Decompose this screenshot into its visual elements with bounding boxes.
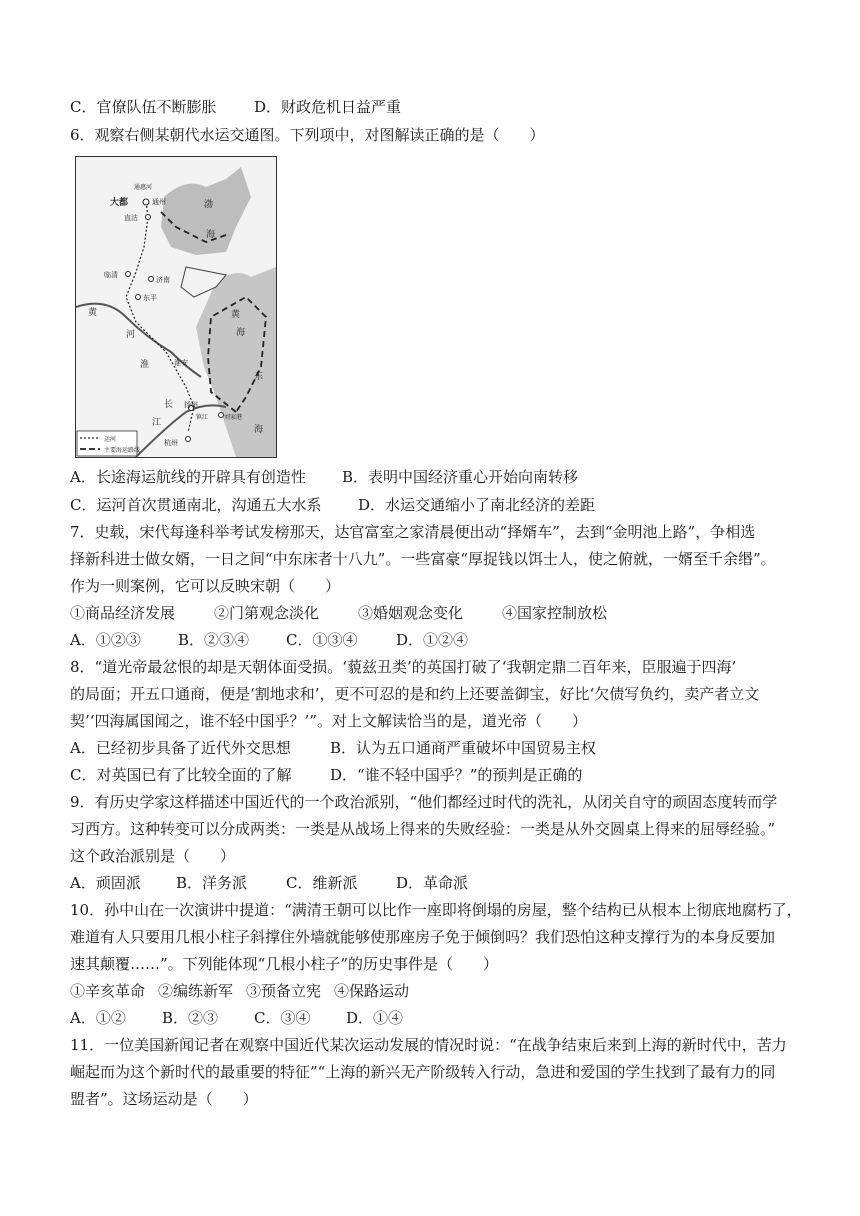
q11-stem-line3: 盟者”。这场运动是（ ） [70,1090,258,1108]
q7-item-4: ④国家控制放松 [502,604,608,622]
map-label-hangzhou: 杭州 [164,439,178,447]
q7-option-b: B．②③④ [178,631,250,649]
jinan-marker [149,277,154,282]
q10-item-1: ①辛亥革命 [70,982,146,1000]
map-label-zhenjiang: 镇江 [196,414,209,421]
q8-stem-line1: 8．“道光帝最忿恨的却是天朝体面受损。‘藐兹丑类’的英国打破了‘我朝定鼎二百年来，臣服遍于四海’ [70,658,737,676]
map-label-tonghuihe: 通惠河 [134,184,153,191]
map-label-sea-bo: 渤 [204,200,214,210]
q11-stem-line1: 11．一位美国新闻记者在观察中国近代某次运动发展的情况时说：“在战争结束后来到上海的新时代中，苦力 [70,1036,787,1054]
map-label-sea-hai3: 海 [254,425,264,435]
q10-option-b: B．②③ [162,1009,219,1027]
q11-stem-line2: 崛起而为这个新时代的最重要的特征”“上海的新兴无产阶级转入行动，急进和爱国的学生找到了最有力的同 [70,1063,776,1081]
legend-canal-label: 运河 [104,436,117,443]
map-label-sea-hai2: 海 [236,328,246,338]
q10-items-row [70,981,409,1001]
q6-option-d: D．水运交通缩小了南北经济的差距 [358,496,596,514]
q8-options-row2 [70,765,582,785]
map-label-sea-hai1: 海 [206,230,216,240]
map-label-dadu: 大都 [110,198,129,208]
map-label-river-he: 河 [126,330,136,340]
q7-stem-line1: 7．史载，宋代每逢科举考试发榜那天，达官富室之家清晨便出动“择婿车”，去到“金明池上路”，争相选 [70,523,756,541]
map-label-dongping: 东平 [143,294,157,302]
map-label-liujiagang: 刘家港 [224,414,243,421]
map-label-jinan: 济南 [156,276,170,284]
map-label-river-chang: 长 [164,400,174,410]
q10-option-c: C．③④ [254,1009,311,1027]
q7-item-3: ③婚姻观念变化 [358,604,464,622]
yangtze-river-line [136,405,226,457]
canal-map-svg [76,157,276,457]
q10-item-4: ④保路运动 [334,982,410,1000]
q8-stem-line2: 的局面；开五口通商，便是‘割地求和’，更不可忍的是和约上还要盖御宝，好比‘欠债写负约，卖产者立文 [70,685,760,703]
q7-options-row [70,630,468,650]
q9-stem-line3: 这个政治派别是（ ） [70,847,236,865]
map-label-river-huai: 淮 [140,360,150,370]
q7-option-c: C．①③④ [286,631,358,649]
dongping-marker [136,295,141,300]
q6-stem: 6．观察右侧某朝代水运交通图。下列项中，对图解读正确的是（ ） [70,126,545,144]
q6-option-a: A．长途海运航线的开辟具有创造性 [70,468,306,486]
linqing-marker [126,272,131,277]
q9-option-a: A．顽固派 [70,874,141,892]
map-label-huaian: 淮安 [174,359,188,367]
q10-stem-line2: 难道有人只要用几根小柱子斜撑住外墙就能够使那座房子免于倾倒吗？我们恐怕这种支撑行为的本身反要加 [70,928,776,946]
q6-options-row2 [70,495,595,515]
q9-stem-line1: 9．有历史学家这样描述中国近代的一个政治派别，“他们都经过时代的洗礼，从闭关自守的顽固态度转而学 [70,793,778,811]
q9-stem-line2: 习西方。这种转变可以分成两类：一类是从战场上得来的失败经验：一类是从外交圆桌上得来的屈辱经验。” [70,820,776,838]
map-label-sea-dong: 东 [254,372,264,382]
q10-item-2: ②编练新军 [158,982,234,1000]
map-label-river-huang: 黄 [88,308,98,318]
q8-option-c: C．对英国已有了比较全面的了解 [70,766,292,784]
q8-options-row1 [70,738,596,758]
q8-option-d: D．“谁不轻中国乎？”的预判是正确的 [330,766,583,784]
q9-option-d: D．革命派 [396,874,469,892]
q5-option-c: C．官僚队伍不断膨胀 [70,98,217,116]
map-label-yangzhou: 扬州 [184,401,198,409]
q8-option-a: A．已经初步具备了近代外交思想 [70,739,291,757]
q10-stem-line1: 10．孙中山在一次演讲中提道：“满清王朝可以比作一座即将倒塌的房屋，整个结构已从根本上彻底地腐朽了， [70,901,802,919]
q10-item-3: ③预备立宪 [246,982,322,1000]
q10-options-row [70,1008,403,1028]
q7-item-2: ②门第观念淡化 [214,604,320,622]
map-label-river-jiang: 江 [152,418,162,428]
q7-option-a: A．①②③ [70,631,141,649]
q8-stem-line3: 契’‘四海属国闻之，谁不轻中国乎？’”。对上文解读恰当的是，道光帝（ ） [70,712,587,730]
map-label-zhigu: 直沽 [124,214,138,222]
canal-map-figure [75,156,277,458]
q9-option-c: C．维新派 [286,874,358,892]
q8-option-b: B．认为五口通商严重破坏中国贸易主权 [330,739,597,757]
q9-option-b: B．洋务派 [176,874,248,892]
legend-sea-route-label: 主要海运路线 [104,447,141,454]
q7-items-row [70,603,607,623]
map-label-linqing: 临清 [104,271,118,279]
map-label-sea-huang: 黄 [231,310,241,320]
q6-option-b: B．表明中国经济重心开始向南转移 [342,468,579,486]
q10-stem-line3: 速其颠覆……”。下列能体现“几根小柱子”的历史事件是（ ） [70,955,499,973]
q7-item-1: ①商品经济发展 [70,604,176,622]
q10-option-a: A．①② [70,1009,126,1027]
q6-options-row1 [70,467,578,487]
liujiagang-marker [219,413,224,418]
q10-option-d: D．①④ [346,1009,404,1027]
q7-option-d: D．①②④ [396,631,469,649]
q9-options-row [70,873,468,893]
hangzhou-marker [186,437,191,442]
dadu-marker [143,199,149,205]
zhigu-marker [146,215,151,220]
q7-stem-line3: 作为一则案例，它可以反映宋朝（ ） [70,577,341,595]
q5-option-d: D．财政危机日益严重 [254,98,402,116]
map-label-tongzhou: 通州 [152,198,166,206]
q5-options-row [70,97,401,117]
q6-option-c: C．运河首次贯通南北，沟通五大水系 [70,496,322,514]
q7-stem-line2: 择新科进士做女婿，一日之间“中东床者十八九”。一些富豪“厚捉钱以饵士人，使之俯就，一婿至千余缗”。 [70,550,776,568]
